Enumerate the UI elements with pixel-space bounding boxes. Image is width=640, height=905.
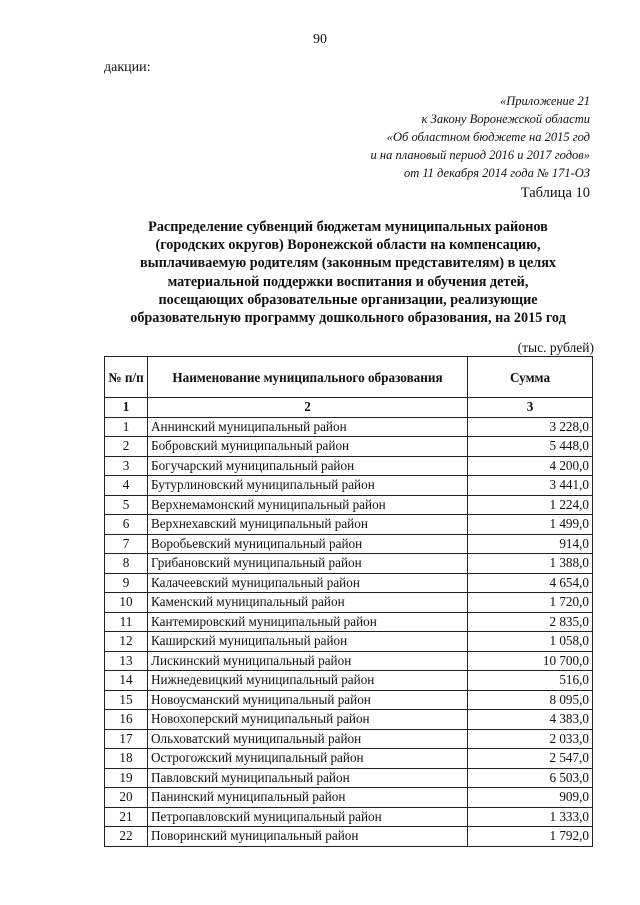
row-name: Лискинский муниципальный район [148, 651, 468, 671]
row-sum: 516,0 [468, 671, 593, 691]
table-row [105, 710, 593, 730]
row-sum: 1 388,0 [468, 554, 593, 574]
row-number: 7 [105, 534, 148, 554]
row-number: 4 [105, 476, 148, 496]
row-number: 10 [105, 593, 148, 613]
subsidy-table [104, 356, 593, 847]
row-name: Калачеевский муниципальный район [148, 573, 468, 593]
table-row [105, 612, 593, 632]
row-number: 22 [105, 827, 148, 847]
row-sum: 4 200,0 [468, 456, 593, 476]
row-sum: 1 499,0 [468, 515, 593, 535]
table-row [105, 729, 593, 749]
table-row [105, 671, 593, 691]
row-sum: 5 448,0 [468, 437, 593, 457]
table-row [105, 749, 593, 769]
row-number: 16 [105, 710, 148, 730]
row-number: 2 [105, 437, 148, 457]
title-line: образовательную программу дошкольного образования, на 2015 год [130, 310, 566, 327]
appendix-line: «Об областном бюджете на 2015 год [386, 130, 590, 144]
table-row [105, 495, 593, 515]
row-number: 6 [105, 515, 148, 535]
row-number: 3 [105, 456, 148, 476]
row-sum: 1 333,0 [468, 807, 593, 827]
index-cell: 2 [148, 398, 468, 418]
table-row [105, 534, 593, 554]
row-sum: 3 441,0 [468, 476, 593, 496]
row-sum: 3 228,0 [468, 417, 593, 437]
continuation-text: дакции: [104, 60, 151, 75]
table-row [105, 456, 593, 476]
row-sum: 8 095,0 [468, 690, 593, 710]
row-number: 5 [105, 495, 148, 515]
table-row [105, 573, 593, 593]
table-row [105, 768, 593, 788]
row-sum: 909,0 [468, 788, 593, 808]
table-row [105, 807, 593, 827]
index-cell: 1 [105, 398, 148, 418]
appendix-line: и на плановый период 2016 и 2017 годов» [370, 148, 590, 162]
title-line: посещающих образовательные организации, реализующие [158, 291, 538, 308]
row-name: Петропавловский муниципальный район [148, 807, 468, 827]
row-number: 13 [105, 651, 148, 671]
row-number: 18 [105, 749, 148, 769]
row-name: Поворинский муниципальный район [148, 827, 468, 847]
title-line: Распределение субвенций бюджетам муниципальных районов [148, 219, 548, 235]
table-row [105, 515, 593, 535]
row-number: 19 [105, 768, 148, 788]
row-name: Богучарский муниципальный район [148, 456, 468, 476]
row-name: Верхнемамонский муниципальный район [148, 495, 468, 515]
row-sum: 4 383,0 [468, 710, 593, 730]
row-number: 20 [105, 788, 148, 808]
row-name: Новоусманский муниципальный район [148, 690, 468, 710]
row-name: Павловский муниципальный район [148, 768, 468, 788]
row-name: Кантемировский муниципальный район [148, 612, 468, 632]
row-name: Воробьевский муниципальный район [148, 534, 468, 554]
row-sum: 1 792,0 [468, 827, 593, 847]
row-sum: 1 720,0 [468, 593, 593, 613]
index-cell: 3 [468, 398, 593, 418]
row-sum: 914,0 [468, 534, 593, 554]
row-name: Ольховатский муниципальный район [148, 729, 468, 749]
row-number: 17 [105, 729, 148, 749]
row-name: Грибановский муниципальный район [148, 554, 468, 574]
document-title [98, 218, 598, 327]
row-sum: 2 547,0 [468, 749, 593, 769]
row-number: 9 [105, 573, 148, 593]
row-number: 21 [105, 807, 148, 827]
row-number: 8 [105, 554, 148, 574]
row-number: 14 [105, 671, 148, 691]
row-sum: 2 033,0 [468, 729, 593, 749]
table-row [105, 632, 593, 652]
appendix-reference [260, 92, 590, 182]
table-row [105, 437, 593, 457]
page-number: 90 [313, 32, 327, 47]
row-name: Верхнехавский муниципальный район [148, 515, 468, 535]
table-row [105, 593, 593, 613]
row-number: 15 [105, 690, 148, 710]
row-name: Каширский муниципальный район [148, 632, 468, 652]
table-row [105, 554, 593, 574]
row-sum: 1 058,0 [468, 632, 593, 652]
units-label: (тыс. рублей) [517, 340, 594, 355]
appendix-line: «Приложение 21 [500, 94, 590, 108]
row-name: Новохоперский муниципальный район [148, 710, 468, 730]
row-sum: 10 700,0 [468, 651, 593, 671]
row-name: Аннинский муниципальный район [148, 417, 468, 437]
table-row [105, 827, 593, 847]
table-row [105, 788, 593, 808]
header-name: Наименование муниципального образования [148, 357, 468, 398]
row-sum: 1 224,0 [468, 495, 593, 515]
table-row [105, 690, 593, 710]
table-number: Таблица 10 [520, 185, 590, 201]
row-name: Бобровский муниципальный район [148, 437, 468, 457]
table-header-row [105, 357, 593, 398]
row-number: 11 [105, 612, 148, 632]
row-name: Бутурлиновский муниципальный район [148, 476, 468, 496]
appendix-line: к Закону Воронежской области [421, 112, 590, 126]
table-row [105, 476, 593, 496]
appendix-line: от 11 декабря 2014 года № 171-ОЗ [403, 166, 590, 180]
title-line: выплачиваемую родителям (законным представителям) в целях [139, 255, 556, 272]
row-sum: 4 654,0 [468, 573, 593, 593]
row-sum: 6 503,0 [468, 768, 593, 788]
row-name: Каменский муниципальный район [148, 593, 468, 613]
table-row [105, 651, 593, 671]
row-number: 12 [105, 632, 148, 652]
title-line: материальной поддержки воспитания и обучения детей, [167, 273, 529, 290]
row-name: Панинский муниципальный район [148, 788, 468, 808]
row-name: Нижнедевицкий муниципальный район [148, 671, 468, 691]
header-number: № п/п [105, 357, 148, 398]
column-index-row [105, 398, 593, 418]
row-name: Острогожский муниципальный район [148, 749, 468, 769]
header-sum: Сумма [468, 357, 593, 398]
title-line: (городских округов) Воронежской области на компенсацию, [155, 237, 541, 254]
row-sum: 2 835,0 [468, 612, 593, 632]
table-row [105, 417, 593, 437]
row-number: 1 [105, 417, 148, 437]
